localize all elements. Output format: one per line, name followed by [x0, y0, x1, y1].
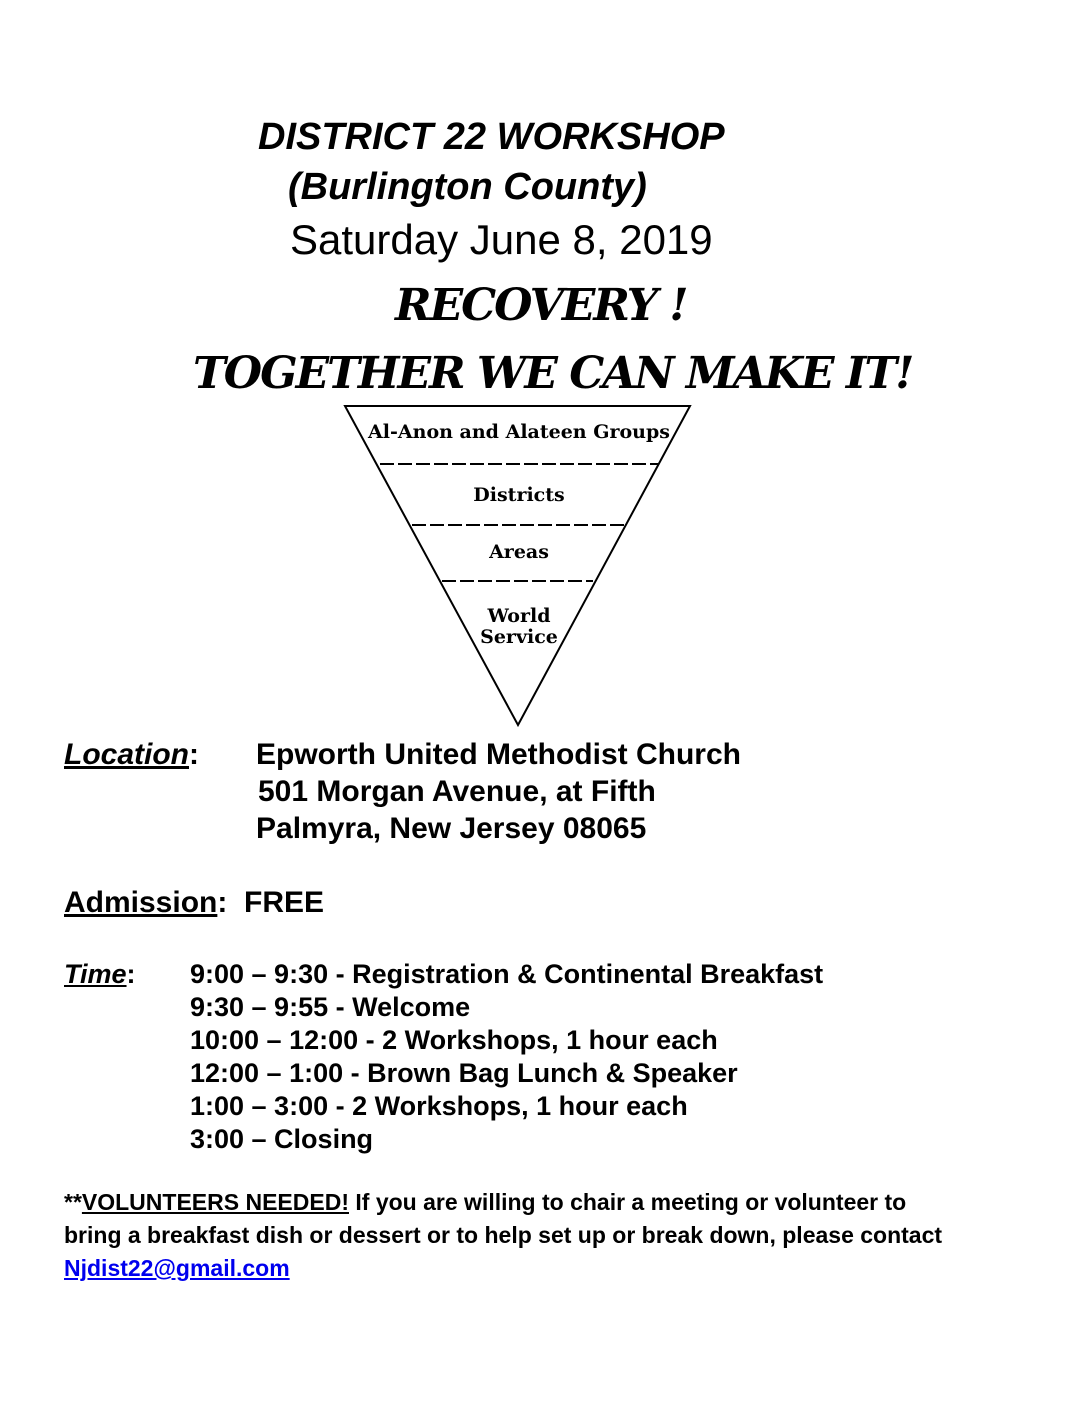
location-line-1: Epworth United Methodist Church — [256, 738, 741, 771]
location-label-row: Location: — [64, 738, 199, 771]
pyramid-level-world: World — [487, 605, 551, 627]
volunteers-heading: VOLUNTEERS NEEDED! — [81, 1189, 349, 1215]
admission-value: FREE — [244, 886, 325, 919]
slogan-together: TOGETHER WE CAN MAKE IT! — [193, 348, 913, 399]
pyramid-level-areas: Areas — [489, 541, 549, 563]
time-label: Time — [64, 959, 127, 989]
volunteers-text-1: If you are willing to chair a meeting or volunteer to — [349, 1189, 907, 1215]
pyramid-outline — [345, 406, 690, 725]
schedule-item: 12:00 – 1:00 - Brown Bag Lunch & Speaker — [190, 1058, 738, 1088]
schedule-item: 3:00 – Closing — [190, 1124, 374, 1154]
pyramid-level-districts: Districts — [473, 484, 565, 506]
schedule-item: 1:00 – 3:00 - 2 Workshops, 1 hour each — [190, 1091, 688, 1121]
workshop-title: DISTRICT 22 WORKSHOP — [258, 116, 725, 158]
schedule-item: 9:00 – 9:30 - Registration & Continental Breakfast — [190, 959, 824, 989]
event-date: Saturday June 8, 2019 — [290, 216, 713, 263]
volunteers-prefix: ** — [64, 1189, 82, 1215]
contact-email-link[interactable]: Njdist22@gmail.com — [64, 1255, 290, 1281]
service-pyramid-diagram — [340, 400, 700, 730]
admission-row: Admission: FREE — [64, 886, 325, 919]
schedule-item: 10:00 – 12:00 - 2 Workshops, 1 hour each — [190, 1025, 718, 1055]
location-line-2: 501 Morgan Avenue, at Fifth — [258, 775, 656, 808]
slogan-recovery: RECOVERY ! — [395, 280, 687, 331]
pyramid-level-groups: Al-Anon and Alateen Groups — [368, 421, 670, 443]
county-subtitle: (Burlington County) — [288, 166, 647, 208]
location-label: Location — [64, 738, 189, 771]
pyramid-level-service: Service — [480, 626, 558, 648]
location-line-3: Palmyra, New Jersey 08065 — [256, 812, 647, 845]
volunteers-line-1 — [64, 1189, 906, 1216]
schedule-item: 9:30 – 9:55 - Welcome — [190, 992, 471, 1022]
admission-label: Admission — [64, 886, 218, 919]
volunteers-line-2: bring a breakfast dish or dessert or to help set up or break down, please contact — [64, 1222, 943, 1248]
time-label-row: Time: — [64, 959, 136, 989]
